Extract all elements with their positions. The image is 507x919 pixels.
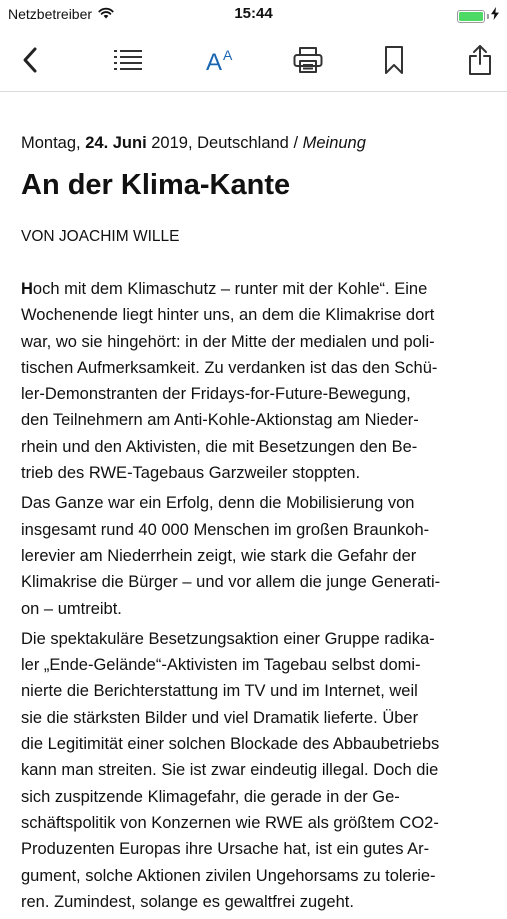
paragraph-line: Wochenende liegt hinter uns, an dem die Klimakrise dort bbox=[21, 306, 435, 325]
paragraph-line: ler „Ende-Gelände“-Aktivisten im Tagebau selbst domi- bbox=[21, 656, 421, 675]
date-day-month: 24. Juni bbox=[85, 134, 147, 152]
section-label[interactable]: Meinung bbox=[302, 134, 366, 152]
paragraph-line: tischen Aufmerksamkeit. Zu verdanken ist das den Schü- bbox=[21, 358, 438, 377]
date-year-place: 2019, Deutschland / bbox=[146, 134, 303, 152]
svg-text:A: A bbox=[223, 47, 233, 63]
charging-icon bbox=[491, 7, 499, 25]
chevron-left-icon bbox=[22, 46, 38, 74]
paragraph-line: Hoch mit dem Klimaschutz – runter mit der Kohle“. Eine bbox=[21, 280, 428, 298]
back-button[interactable] bbox=[10, 40, 50, 80]
paragraph-line: Die spektakuläre Besetzungsaktion einer Gruppe radika- bbox=[21, 629, 435, 648]
paragraph-line: rhein und den Aktivisten, die mit Besetzungen den Be- bbox=[21, 437, 418, 456]
share-button[interactable] bbox=[460, 40, 500, 80]
status-time: 15:44 bbox=[234, 5, 273, 22]
paragraph bbox=[21, 276, 491, 486]
article-headline: An der Klima-Kante bbox=[21, 169, 291, 201]
paragraph-line: lerevier am Niederrhein zeigt, wie stark die Gefahr der bbox=[21, 546, 417, 565]
printer-icon bbox=[293, 46, 323, 74]
paragraph bbox=[21, 626, 491, 915]
paragraph-line: gument, solche Aktionen zivilen Ungehorsams zu tolerie- bbox=[21, 866, 436, 885]
paragraph-line: schäftspolitik von Konzernen wie RWE als größtem CO2- bbox=[21, 813, 439, 832]
paragraph-line: Produzenten Europas ihre Ursache hat, ist ein gutes Ar- bbox=[21, 840, 430, 859]
contents-button[interactable] bbox=[108, 40, 148, 80]
paragraph-line: ren. Zumindest, solange es gewaltfrei zugeht. bbox=[21, 892, 354, 911]
article-dateline bbox=[21, 132, 491, 154]
paragraph-line: trieb des RWE-Tagebaus Garzweiler stoppten. bbox=[21, 464, 361, 483]
article-content bbox=[21, 92, 491, 919]
paragraph-line: on – umtreibt. bbox=[21, 599, 122, 618]
paragraph-line: Klimakrise die Bürger – und vor allem die junge Generati- bbox=[21, 573, 441, 592]
article-toolbar bbox=[0, 28, 507, 92]
paragraph-line: die Legitimität einer solchen Blockade des Abbaubetriebs bbox=[21, 735, 440, 754]
print-button[interactable] bbox=[288, 40, 328, 80]
paragraph-line: war, wo sie hingehört: in der Mitte der medialen und poli- bbox=[21, 332, 435, 351]
svg-text:A: A bbox=[206, 49, 223, 76]
paragraph-line: Das Ganze war ein Erfolg, denn die Mobilisierung von bbox=[21, 494, 415, 513]
share-icon bbox=[468, 44, 492, 76]
battery-indicator bbox=[457, 7, 499, 25]
carrier-name: Netzbetreiber bbox=[8, 6, 93, 22]
paragraph-line: ler-Demonstranten der Fridays-for-Future-Bewegung, bbox=[21, 385, 411, 404]
article-body bbox=[21, 276, 491, 915]
text-size-icon bbox=[206, 47, 238, 76]
paragraph-line: sie die stärksten Bilder und viel Dramatik lieferte. Über bbox=[21, 708, 419, 727]
paragraph bbox=[21, 490, 491, 621]
paragraph-line: nierte die Berichterstattung im TV und im Internet, weil bbox=[21, 682, 418, 701]
status-bar bbox=[0, 0, 507, 28]
battery-icon bbox=[457, 10, 485, 23]
paragraph-line: sich zuspitzende Klimagefahr, die gerade in der Ge- bbox=[21, 787, 400, 806]
paragraph-line: insgesamt rund 40 000 Menschen im großen Braunkoh- bbox=[21, 520, 430, 539]
article-byline: VON JOACHIM WILLE bbox=[21, 228, 180, 245]
paragraph-line: kann man streiten. Sie ist zwar eindeutig illegal. Doch die bbox=[21, 761, 439, 780]
bookmark-button[interactable] bbox=[374, 40, 414, 80]
paragraph-line: den Teilnehmern am Anti-Kohle-Aktionstag am Nieder- bbox=[21, 411, 419, 430]
list-icon bbox=[114, 49, 142, 71]
date-weekday: Montag, bbox=[21, 134, 86, 152]
text-size-button[interactable] bbox=[202, 40, 242, 80]
bookmark-icon bbox=[384, 45, 404, 75]
initial-letter: H bbox=[21, 280, 33, 298]
